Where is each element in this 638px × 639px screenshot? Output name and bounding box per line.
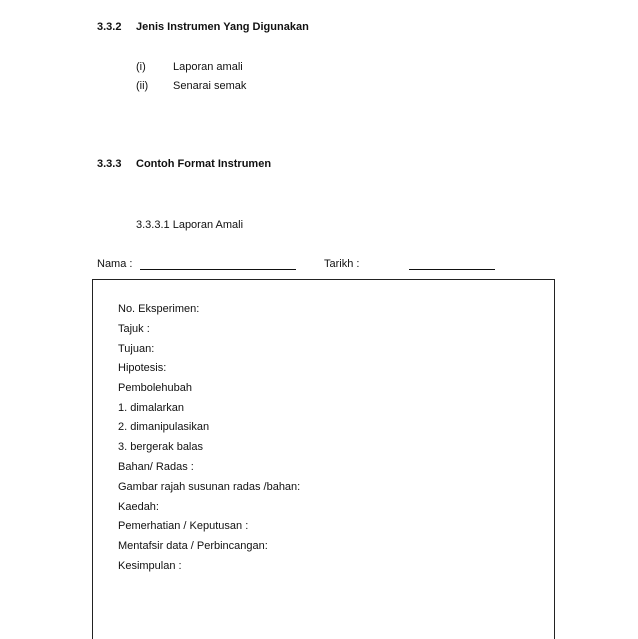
field-bergerak-balas: 3. bergerak balas — [118, 441, 203, 453]
field-hipotesis: Hipotesis: — [118, 362, 167, 374]
field-no-eksperimen: No. Eksperimen: — [118, 303, 200, 315]
section-332-number: 3.3.2 — [97, 21, 122, 33]
field-kaedah: Kaedah: — [118, 501, 159, 513]
list-marker-i: (i) — [136, 61, 146, 73]
field-kesimpulan: Kesimpulan : — [118, 560, 182, 572]
field-mentafsir-data: Mentafsir data / Perbincangan: — [118, 540, 268, 552]
field-pembolehubah: Pembolehubah — [118, 382, 193, 394]
subsection-heading — [136, 219, 243, 231]
field-pemerhatian: Pemerhatian / Keputusan : — [118, 520, 249, 532]
section-332-title: Jenis Instrumen Yang Digunakan — [136, 21, 309, 33]
list-item-laporan-amali: Laporan amali — [173, 61, 243, 73]
field-bahan-radas: Bahan/ Radas : — [118, 461, 194, 473]
field-gambar-rajah: Gambar rajah susunan radas /bahan: — [118, 481, 301, 493]
list-marker-ii: (ii) — [136, 80, 149, 92]
field-tujuan: Tujuan: — [118, 343, 155, 355]
name-field-line[interactable] — [140, 269, 296, 270]
field-tajuk: Tajuk : — [118, 323, 150, 335]
name-label: Nama : — [97, 258, 133, 270]
field-dimalarkan: 1. dimalarkan — [118, 402, 185, 414]
section-333-number: 3.3.3 — [97, 158, 122, 170]
report-box — [92, 279, 555, 639]
field-dimanipulasikan: 2. dimanipulasikan — [118, 421, 210, 433]
date-label: Tarikh : — [324, 258, 360, 270]
date-field-line[interactable] — [409, 269, 495, 270]
subsection-number: 3.3.3.1 — [136, 219, 170, 231]
subsection-title: Laporan Amali — [172, 219, 244, 231]
section-333-title: Contoh Format Instrumen — [136, 158, 272, 170]
list-item-senarai-semak: Senarai semak — [173, 80, 247, 92]
